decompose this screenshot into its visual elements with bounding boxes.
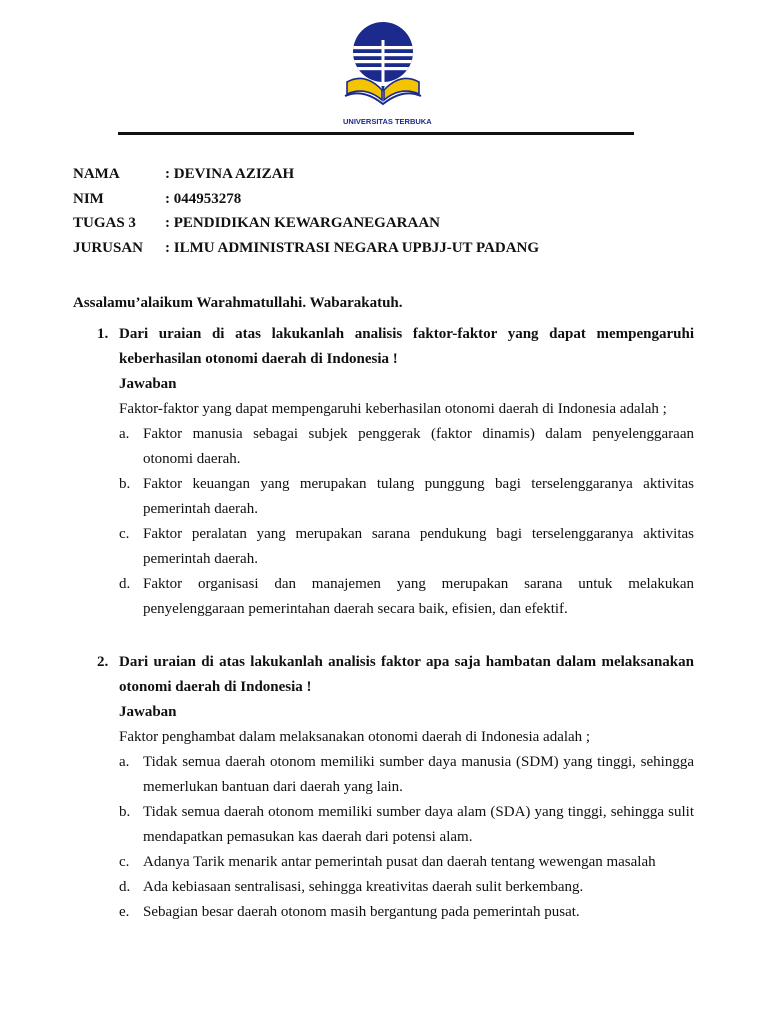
identity-row-tugas	[73, 215, 539, 240]
list-item-text: Tidak semua daerah otonom memiliki sumber daya manusia (SDM) yang tinggi, sehingga memerlukan bantuan dari daerah yang lain.	[143, 754, 694, 795]
answer-label: Jawaban	[119, 704, 177, 720]
identity-block	[73, 166, 539, 264]
list-item	[119, 422, 694, 472]
identity-key: TUGAS 3	[73, 215, 136, 231]
list-marker: a.	[119, 426, 130, 442]
identity-key: NAMA	[73, 166, 120, 182]
list-marker: a.	[119, 754, 130, 770]
list-marker: b.	[119, 804, 131, 820]
list-item-text: Faktor peralatan yang merupakan sarana pendukung bagi terselenggaranya aktivitas pemerintah daerah.	[143, 526, 694, 567]
list-item-text: Adanya Tarik menarik antar pemerintah pusat dan daerah tentang wewengan masalah	[143, 854, 656, 870]
greeting: Assalamu’alaikum Warahmatullahi. Wabarakatuh.	[73, 295, 403, 311]
question-text: Dari uraian di atas lakukanlah analisis faktor apa saja hambatan dalam melaksanakan otonomi daerah di Indonesia !	[119, 654, 694, 695]
list-item-text: Faktor manusia sebagai subjek penggerak (faktor dinamis) dalam penyelenggaraan otonomi daerah.	[143, 426, 694, 467]
list-item	[119, 850, 694, 875]
answer-label: Jawaban	[119, 376, 177, 392]
question-number: 1.	[97, 326, 109, 342]
list-item	[119, 572, 694, 622]
identity-value: : 044953278	[165, 190, 242, 207]
identity-row-nim	[73, 191, 539, 216]
list-item-text: Faktor keuangan yang merupakan tulang punggung bagi terselenggaranya aktivitas pemerintah daerah.	[143, 476, 694, 517]
question-1	[73, 322, 694, 622]
list-item-text: Sebagian besar daerah otonom masih bergantung pada pemerintah pusat.	[143, 904, 580, 920]
identity-key: JURUSAN	[73, 239, 144, 256]
section-gap	[73, 622, 694, 650]
list-marker: d.	[119, 576, 131, 592]
question-number: 2.	[97, 654, 109, 670]
list-marker: b.	[119, 476, 131, 492]
list-marker: c.	[119, 526, 130, 542]
identity-key: NIM	[73, 190, 104, 207]
list-item	[119, 750, 694, 800]
question-2	[73, 650, 694, 925]
list-marker: d.	[119, 879, 131, 895]
identity-value: : PENDIDIKAN KEWARGANEGARAAN	[165, 215, 441, 231]
university-logo	[343, 20, 432, 126]
list-item-text: Ada kebiasaan sentralisasi, sehingga kreativitas daerah sulit berkembang.	[143, 879, 584, 895]
header-divider	[118, 132, 634, 135]
list-item-text: Faktor organisasi dan manajemen yang merupakan sarana untuk melakukan penyelenggaraan pemerintahan daerah secara baik, efisien, dan efektif.	[143, 576, 694, 617]
list-item	[119, 472, 694, 522]
list-marker: c.	[119, 854, 130, 870]
list-item-text: Tidak semua daerah otonom memiliki sumber daya alam (SDA) yang tinggi, sehingga sulit mendapatkan pemasukan kas daerah dari potensi alam.	[143, 804, 694, 845]
list-item	[119, 875, 694, 900]
identity-value: : ILMU ADMINISTRASI NEGARA UPBJJ-UT PADANG	[165, 239, 540, 256]
list-item	[119, 522, 694, 572]
list-item	[119, 800, 694, 850]
answer-intro: Faktor-faktor yang dapat mempengaruhi keberhasilan otonomi daerah di Indonesia adalah ;	[119, 401, 667, 417]
identity-row-nama	[73, 166, 539, 191]
list-item	[119, 900, 694, 925]
logo-text: UNIVERSITAS TERBUKA	[343, 117, 432, 126]
list-marker: e.	[119, 904, 130, 920]
university-emblem-icon	[343, 20, 423, 115]
identity-value: : DEVINA AZIZAH	[165, 166, 295, 182]
question-text: Dari uraian di atas lakukanlah analisis faktor-faktor yang dapat mempengaruhi keberhasilan otonomi daerah di Indonesia !	[119, 326, 694, 367]
document-body	[73, 291, 694, 925]
answer-intro: Faktor penghambat dalam melaksanakan otonomi daerah di Indonesia adalah ;	[119, 729, 591, 745]
identity-row-jurusan	[73, 240, 539, 265]
